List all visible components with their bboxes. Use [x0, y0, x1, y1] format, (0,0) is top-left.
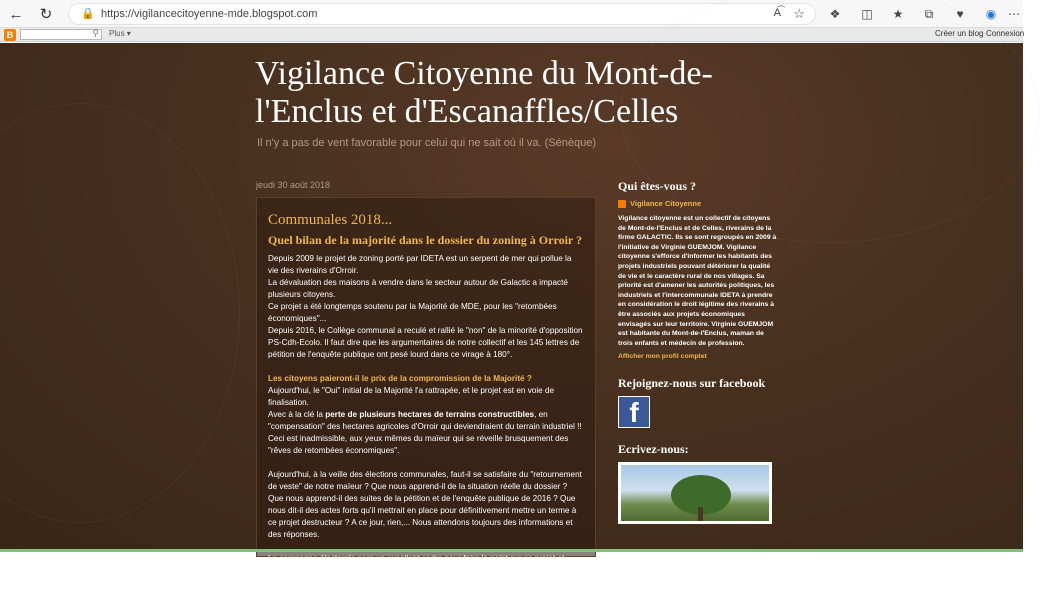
- post-paragraph: Aujourd'hui, à la veille des élections communales, faut-il se satisfaire du "retournement de veste" de notre maïeur ? Que nous apprend-il de la situation réelle du dossier ? Que nous apprend-il des suites de la pétition et de l'enquête publique de 2016 ? Que nous dit-il des actes forts qu'il mettrait en place pour définitivement mettre un terme à ce projet destructeur ? A ce jour, rien,... Nous attendons toujours des informations et des réponses.: [268, 470, 582, 539]
- write-us-title: Ecrivez-nous:: [618, 442, 689, 457]
- about-title: Qui êtes-vous ?: [618, 179, 696, 193]
- blog-post: [256, 197, 596, 587]
- facebook-icon[interactable]: f: [618, 396, 650, 428]
- more-menu[interactable]: Plus ▾: [109, 29, 131, 38]
- post-paragraph: Aujourd'hui, le "Oui" initial de la Majorité l'a rattrapée, et le projet est en voie de finalisation.: [268, 386, 555, 407]
- about-text: Vigilance citoyenne est un collectif de citoyens de Mont-de-l'Enclus et de Celles, riverains de la firme GALACTIC. Ils se sont regroupés en 2009 à l'initiative de Virginie GUEMJOM. Vigilance citoyenne s'efforce d'informer les habitants des projets industriels pouvant détériorer la qualité de vie et le caractère rural de nos villages. Sa priorité est d'amener les autorités politiques, les industriels et l'intercommunale IDETA à prendre en considération le droit légitime des riverains à être associés aux projets économiques envisagés sur leur territoire. Virginie GUEMJOM est habitante du Mont-de-l'Enclus, maman de trois enfants et médecin de profession.: [618, 215, 777, 347]
- extensions-icon[interactable]: ❖: [829, 7, 841, 21]
- lock-icon[interactable]: 🔒: [81, 8, 95, 20]
- profile-name-link[interactable]: [618, 199, 778, 208]
- post-date: jeudi 30 août 2018: [256, 180, 331, 190]
- browser-essentials-icon[interactable]: ♥: [956, 7, 964, 21]
- blog-page: [0, 43, 1023, 587]
- url-text[interactable]: https://vigilancecitoyenne-mde.blogspot.com: [101, 8, 318, 20]
- split-screen-icon[interactable]: ◫: [861, 7, 873, 21]
- bottom-edge: [0, 549, 1023, 552]
- blog-search-input[interactable]: [20, 29, 102, 40]
- blogger-logo-icon[interactable]: B: [4, 29, 16, 41]
- post-section-title: Les citoyens paieront-il le prix de la compromission de la Majorité ?: [268, 374, 532, 383]
- favorites-icon[interactable]: ★: [892, 7, 904, 21]
- login-link[interactable]: Connexion: [986, 29, 1025, 38]
- collections-icon[interactable]: ⧉: [924, 6, 934, 21]
- facebook-title: Rejoignez-nous sur facebook: [618, 376, 766, 391]
- search-icon[interactable]: ⚲: [92, 28, 99, 38]
- post-text: , en "compensation" des hectares agricoles d'Orroir qui deviendraient du terrain industriel !! Ceci est inadmissible, aux yeux mêmes du maïeur qui se réveille brusquement des "rêves de retombées économiques".: [268, 410, 582, 455]
- post-subtitle: Quel bilan de la majorité dans le dossier du zoning à Orroir ?: [268, 233, 583, 247]
- post-paragraph: La dévaluation des maisons à vendre dans le secteur autour de Galactic a impacté plusieurs citoyens.: [268, 278, 568, 299]
- read-aloud-icon[interactable]: A͡: [773, 7, 781, 19]
- profile-name[interactable]: Vigilance Citoyenne: [630, 199, 702, 208]
- post-title[interactable]: Communales 2018...: [268, 212, 393, 228]
- menu-dots-icon[interactable]: ⋯: [1008, 7, 1020, 21]
- sidebar: [618, 179, 778, 524]
- favorite-star-icon[interactable]: ☆: [793, 6, 805, 21]
- create-blog-link[interactable]: Créer un blog: [935, 29, 984, 38]
- post-paragraph: [268, 409, 584, 457]
- tree-trunk: [698, 507, 703, 521]
- post-paragraph: Ce projet a été longtemps soutenu par la Majorité de MDE, pour les "retombées économiques"...: [268, 302, 557, 323]
- edge-copilot-icon[interactable]: ◉: [985, 7, 997, 21]
- blog-title[interactable]: Vigilance Citoyenne du Mont-de-l'Enclus et d'Escanaffles/Celles: [255, 55, 713, 130]
- refresh-icon[interactable]: ↻: [39, 6, 53, 23]
- post-text-bold: perte de plusieurs hectares de terrains constructibles: [325, 410, 535, 419]
- tree-photo[interactable]: [618, 462, 772, 524]
- blog-description: Il n'y a pas de vent favorable pour celui qui ne sait où il va. (Sénèque): [257, 137, 597, 149]
- blogger-profile-icon: [618, 200, 626, 208]
- more-label[interactable]: Plus: [109, 29, 125, 38]
- full-profile-link[interactable]: Afficher mon profil complet: [618, 353, 707, 361]
- post-paragraph: Depuis 2009 le projet de zoning porté par IDETA est un serpent de mer qui pollue la vie des riverains d'Orroir.: [268, 254, 572, 275]
- back-arrow-icon[interactable]: ←: [8, 5, 24, 23]
- post-paragraph: La campagne électorale sera un excellent cadre pour faire le point sur ce projet et permettre aux citoyens d'être assurés de la détermination de leurs futurs élus à protéger le cadre rural et la qualité de vie des Enclusiens.: [268, 554, 565, 587]
- background-decoration: [0, 103, 240, 523]
- post-text: Avec à la clé la: [268, 410, 326, 419]
- post-paragraph: Depuis 2016, le Collège communal a reculé et rallié le "non" de la minorité d'opposition PS-Cdh-Ecolo. Il faut dire que les argumentaires de notre collectif et les 145 lettres de pétition de l'enquête publique ont pesé lourd dans ce virage à 180°.: [268, 326, 583, 359]
